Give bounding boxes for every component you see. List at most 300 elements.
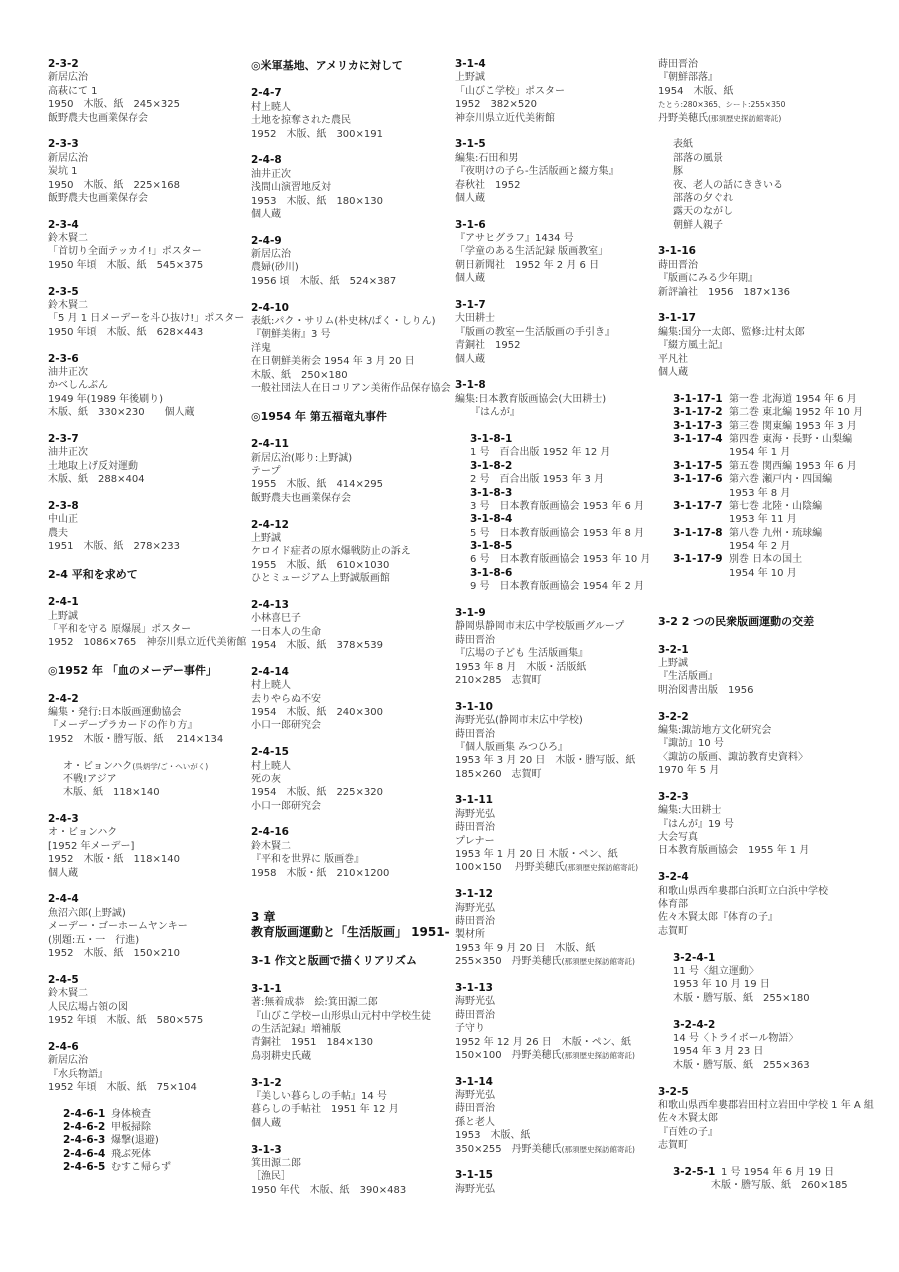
entry-id: 2-3-3	[48, 138, 79, 151]
sub-entry	[673, 553, 858, 566]
entry-id: 3-1-10	[455, 700, 493, 713]
text-line: メーデー・ゴーホームヤンキー	[48, 921, 188, 933]
text-line: 1956 頃 木版、紙 524×387	[251, 275, 397, 287]
sub-entry-text: 第六巻 瀬戸内・四国編	[729, 474, 833, 486]
entry-id: 3-1-2	[251, 1076, 282, 1089]
text-line: 浅間山演習地反対	[251, 182, 331, 194]
text-line: 個人蔵	[48, 867, 78, 879]
catalog-entry	[48, 596, 248, 650]
text-line	[455, 861, 655, 874]
text-line: 上野誠	[251, 532, 281, 544]
sub-entry	[673, 527, 858, 540]
text-line: 『百姓の子』	[658, 1126, 718, 1138]
text-line: 「山びこ学校」ポスター	[455, 85, 565, 97]
sub-entry-text: 2 号 百合出版 1953 年 3 月	[470, 474, 605, 486]
sub-entry-id: 3-1-17-8	[673, 526, 723, 539]
text-line: 大会写真	[658, 832, 698, 844]
entry-id: 2-4-6	[48, 1040, 79, 1053]
text-line: 朝日新聞社 1952 年 2 月 6 日	[455, 259, 600, 271]
text-line: 1952 年頃 木版、紙 580×575	[48, 1014, 204, 1026]
section-heading: 3-2 2 つの民衆版画運動の交差	[658, 615, 815, 629]
catalog-entry	[251, 666, 451, 733]
sub-entry-list	[658, 392, 864, 580]
sub-entry-text: 第二巻 東北編 1952 年 10 月	[729, 407, 864, 419]
text-line: 1954 年 3 月 23 日	[673, 1046, 764, 1058]
text-line: 1954 木版、紙 378×539	[251, 640, 384, 652]
text-line: 編集・発行:日本版画運動協会	[48, 706, 182, 718]
text-line: 部落の風景	[673, 152, 723, 164]
sub-item-list	[658, 138, 858, 232]
text-line: 1958 木版・紙 210×1200	[251, 867, 390, 879]
text-line: 鈴木賢二	[48, 300, 88, 312]
sub-entry-id: 3-1-17-4	[673, 432, 723, 445]
catalog-entry	[658, 312, 858, 379]
sub-entry-text: 6 号 日本教育版画協会 1953 年 10 月	[470, 554, 651, 566]
entry-id: 2-4-1	[48, 596, 79, 609]
text-line: 豚	[673, 166, 683, 178]
text-line	[658, 98, 858, 111]
entry-id: 3-1-9	[455, 607, 486, 620]
catalog-entry	[251, 87, 451, 141]
sub-entry-id: 3-2-5-1	[673, 1165, 716, 1178]
sub-entry-continuation: 木版・謄写版、紙 260×185	[711, 1180, 848, 1192]
sub-entry	[673, 406, 864, 419]
text-line: 蒔田晋治	[455, 1009, 495, 1021]
entry-id: 2-3-4	[48, 218, 79, 231]
text-line: 「5 月 1 日メーデーを斗ひ抜け!」ポスター	[48, 313, 245, 325]
text-line: 11 号〈組立運動〉	[673, 966, 759, 977]
entry-id: 3-1-7	[455, 299, 486, 312]
catalog-entry	[658, 245, 858, 299]
text-line: 『アサヒグラフ』1434 号	[455, 233, 574, 245]
catalog-entry	[48, 1041, 248, 1095]
sub-entry	[673, 433, 858, 446]
catalog-entry	[455, 138, 655, 205]
text-line: 飯野農夫也画業保存会	[48, 192, 148, 204]
text-line: 海野光弘(静岡市末広中学校)	[455, 715, 583, 727]
text-line: 土地取上げ反対運動	[48, 460, 138, 472]
text-line: 一日本人の生命	[251, 626, 321, 638]
text-line: 農婦(砂川)	[251, 262, 299, 274]
sub-entry-id: 3-1-8-6	[470, 566, 513, 579]
text-line: 青銅社 1951 184×130	[251, 1037, 374, 1049]
text-line: 佐々木賢太郎『体育の子』	[658, 912, 778, 924]
text-line: 1949 年(1989 年後刷り)	[48, 393, 164, 405]
text-line: 新居広治	[48, 72, 88, 84]
text-line: 不戦!アジア	[63, 773, 117, 785]
entry-id: 3-1-15	[455, 1169, 493, 1182]
entry-id: 3-1-8	[455, 379, 486, 392]
text-line: 小林喜巳子	[251, 613, 301, 625]
line-note: (那須歴史探訪館寄託)	[564, 863, 639, 873]
sub-entry-text: 第四巻 東海・長野・山梨編	[729, 433, 853, 445]
text-line: 子守り	[455, 1023, 485, 1035]
sub-entry-continuation: 1953 年 8 月	[729, 487, 791, 499]
entry-id: 2-4-7	[251, 87, 282, 100]
sub-entry	[63, 1148, 248, 1161]
text-line: 編集:石田和男	[455, 152, 519, 164]
text-line: 小口一郎研究会	[251, 720, 321, 732]
text-line: 志賀町	[658, 925, 688, 937]
catalog-column-4	[658, 58, 874, 1193]
text-line: 1955 木版、紙 414×295	[251, 479, 384, 491]
sub-entry-continuation: 1953 年 11 月	[729, 514, 797, 526]
text-line: 日本教育版画協会 1955 年 1 月	[658, 845, 810, 857]
text-line: 死の灰	[251, 773, 281, 785]
text-line: 1951 木版、紙 278×233	[48, 541, 181, 553]
text-line: 海野光弘	[455, 996, 495, 1008]
text-line: 海野光弘	[455, 1183, 495, 1195]
sub-entry-text: 甲板掃除	[111, 1122, 151, 1134]
text-line: 1954 木版、紙	[658, 85, 734, 97]
line-note: (那須歴史探訪館寄託)	[561, 1050, 635, 1060]
text-line: 高萩にて 1	[48, 85, 98, 97]
text-line	[455, 1143, 655, 1156]
catalog-entry	[48, 974, 248, 1028]
text-line: 『夜明けの子ら-生活版画と綴方集』	[455, 166, 619, 178]
sub-entry-text: 第三巻 関東編 1953 年 3 月	[729, 420, 857, 432]
entry-id: 2-4-10	[251, 301, 289, 314]
line-main: 100×150 丹野美穂氏	[455, 862, 565, 874]
text-line: 1952 木版、紙 300×191	[251, 128, 384, 140]
text-line: 神奈川県立近代美術館	[455, 112, 555, 124]
text-line: 新居広治	[48, 152, 88, 164]
text-line: 油井正次	[251, 168, 291, 180]
text-line: 1954 木版、紙 240×300	[251, 706, 384, 718]
catalog-entry	[251, 235, 451, 289]
text-line: 蒔田晋治	[455, 728, 495, 740]
text-line: 製材所	[455, 929, 485, 941]
line-note: (那須歴史探訪館寄託)	[561, 1144, 635, 1154]
sub-entry-id: 3-1-17-2	[673, 406, 723, 419]
text-line: 木版、紙 118×140	[63, 787, 160, 799]
text-line: 佐々木賢太郎	[658, 1113, 718, 1125]
catalog-entry	[455, 982, 655, 1062]
text-line: の生活記録』増補版	[251, 1024, 341, 1035]
catalog-entry	[455, 379, 655, 419]
sub-entry-id: 2-4-6-2	[63, 1121, 106, 1134]
catalog-entry	[251, 1144, 451, 1198]
text-line	[455, 955, 655, 968]
text-line: 『平和を世界に 版画巻』	[251, 854, 365, 866]
catalog-entry	[48, 286, 248, 340]
text-line: 1953 年 8 月 木版・活版紙	[455, 661, 587, 673]
text-line: 1954 木版、紙 225×320	[251, 787, 384, 799]
sub-entry-list	[48, 1108, 248, 1175]
sub-entry-id: 3-1-17-3	[673, 419, 723, 432]
text-line: 1953 年 10 月 19 日	[673, 979, 770, 991]
text-line: 鳥羽耕史氏蔵	[251, 1050, 311, 1062]
sub-entry-id: 3-1-17-9	[673, 553, 723, 566]
line-main: オ・ビョンハク	[63, 760, 133, 772]
text-line: 1952 年 12 月 26 日 木版・ペン、紙	[455, 1036, 631, 1048]
text-line: 去りやらぬ不安	[251, 693, 321, 705]
text-line: 14 号〈トライボール物語〉	[673, 1032, 799, 1044]
entry-id: 2-4-9	[251, 234, 282, 247]
text-line: 洋鬼	[251, 342, 271, 354]
text-line: 1952 木版・謄写版、紙 214×134	[48, 733, 224, 745]
sub-entry-text: 第七巻 北陸・山陰編	[729, 500, 823, 512]
entry-id: 2-3-6	[48, 352, 79, 365]
text-line: 朝鮮人親子	[673, 219, 723, 231]
text-line: 1952 1086×765 神奈川県立近代美術館	[48, 637, 247, 649]
text-line: 編集:大田耕士	[658, 805, 722, 817]
text-line: ［漁民］	[251, 1171, 291, 1183]
entry-id: 2-4-13	[251, 598, 289, 611]
text-line: 和歌山県西牟婁郡岩田村立岩田中学校 1 年 A 組	[658, 1099, 874, 1111]
catalog-entry	[48, 58, 248, 125]
text-line: 個人蔵	[251, 1117, 281, 1129]
text-line: 1952 年頃 木版、紙 75×104	[48, 1081, 197, 1093]
text-line: 1950 木版、紙 245×325	[48, 99, 181, 111]
sub-entry	[673, 420, 858, 433]
section-heading: 2-4 平和を求めて	[48, 567, 138, 581]
text-line: 表紙	[673, 139, 693, 151]
sub-entry-id: 3-1-17-7	[673, 499, 723, 512]
entry-id: 3-1-1	[251, 982, 282, 995]
catalog-entry	[48, 138, 248, 205]
sub-entry	[63, 1121, 248, 1134]
text-line: 「学童のある生活記録 版画教室」	[455, 246, 609, 258]
sub-entry-text: 第五巻 関西編 1953 年 6 月	[729, 460, 857, 472]
text-line: 木版、紙 288×404	[48, 474, 145, 486]
text-line: 個人蔵	[455, 192, 485, 204]
catalog-entry	[658, 711, 858, 778]
text-line: 『個人版画集 みつひろ』	[455, 741, 568, 753]
catalog-entry	[251, 1077, 451, 1131]
catalog-entry	[48, 813, 248, 880]
text-line: 1953 年 1 月 20 日 木版・ペン、紙	[455, 849, 618, 861]
sub-entry-text: 飛ぶ死体	[111, 1148, 151, 1160]
catalog-entry	[251, 154, 451, 221]
catalog-entry	[455, 219, 655, 286]
text-line: 1952 木版・紙 118×140	[48, 854, 181, 866]
sub-entry-text: 9 号 日本教育版画協会 1954 年 2 月	[470, 581, 645, 593]
section-heading: ◎1954 年 第五福竜丸事件	[251, 409, 387, 423]
text-line: 油井正次	[48, 366, 88, 378]
text-line: [1952 年メーデー]	[48, 840, 135, 852]
chapter-title-line: 教育版画運動と「生活版画」 1951-	[251, 925, 450, 940]
text-line: 飯野農夫也画業保存会	[48, 112, 148, 124]
catalog-entry	[455, 299, 655, 366]
text-line: 1953 木版、紙 180×130	[251, 195, 384, 207]
text-line: 「平和を守る 原爆展」ポスター	[48, 624, 192, 636]
catalog-entry	[658, 644, 858, 698]
line-note: (呉炳学/ご・へいがく)	[132, 761, 209, 771]
catalog-entry	[251, 983, 451, 1063]
sub-entry-id: 2-4-6-3	[63, 1134, 106, 1147]
entry-id: 2-3-7	[48, 432, 79, 445]
catalog-entry	[658, 1085, 874, 1153]
text-line: 〈諏訪の版画、諏訪教育史資料〉	[658, 751, 808, 763]
text-line: オ・ビョンハク	[48, 827, 118, 839]
sub-entry	[63, 1134, 248, 1147]
entry-id: 2-4-12	[251, 518, 289, 531]
text-line: 上野誠	[658, 658, 688, 670]
text-line: 大田耕士	[455, 313, 495, 325]
text-line: 木版・謄写版、紙 255×180	[673, 992, 810, 1004]
entry-id: 2-4-8	[251, 154, 282, 167]
sub-entry-text: 1 号 1954 年 6 月 19 日	[721, 1166, 835, 1178]
entry-id: 2-3-5	[48, 285, 79, 298]
text-line: ひとミュージアム上野誠版画館	[251, 573, 390, 585]
text-line: 明治図書出版 1956	[658, 684, 754, 696]
entry-id: 3-1-4	[455, 58, 486, 70]
sub-entry-id: 2-4-6-1	[63, 1107, 106, 1120]
text-line: 個人蔵	[455, 353, 485, 365]
text-line: 『メーデープラカードの作り方』	[48, 720, 198, 732]
sub-entry-continuation: 1954 年 10 月	[729, 567, 797, 579]
text-line: 村上暁人	[251, 760, 291, 772]
catalog-entry	[48, 693, 248, 747]
text-line: プレナー	[455, 835, 495, 847]
catalog-entry	[455, 1076, 655, 1156]
catalog-column-1	[48, 58, 248, 1175]
section-heading: ◎1952 年 「血のメーデー事件」	[48, 664, 217, 678]
sub-entry-text: 第八巻 九州・琉球編	[729, 527, 823, 539]
text-line: 『版画にみる少年期』	[658, 273, 758, 285]
sub-entry-id: 3-1-17-5	[673, 459, 723, 472]
text-line: 『綴方風土記』	[658, 340, 728, 352]
catalog-entry	[455, 1169, 655, 1196]
text-line: 著:無着成恭 絵:箕田源二郎	[251, 997, 378, 1009]
catalog-entry	[658, 58, 858, 125]
entry-id: 3-1-16	[658, 245, 696, 258]
text-line: (別題:五・一 行進)	[48, 934, 140, 946]
catalog-entry	[251, 302, 451, 396]
sub-entry-id: 3-1-8-1	[470, 432, 513, 445]
text-line: 1952 382×520	[455, 99, 538, 111]
text-line: 木版、紙 330×230 個人蔵	[48, 407, 195, 419]
text-line: 1953 年 9 月 20 日 木版、紙	[455, 942, 596, 954]
sub-entry-text: 3 号 日本教育版画協会 1953 年 6 月	[470, 500, 645, 512]
text-line: 『朝鮮部落』	[658, 72, 718, 84]
line-note: (那須歴史探訪館寄託)	[561, 957, 635, 967]
line-main: 150×100 丹野美穂氏	[455, 1049, 562, 1061]
catalog-entry	[455, 701, 655, 781]
text-line: 油井正次	[48, 447, 88, 459]
text-line	[658, 112, 858, 125]
text-line: 鈴木賢二	[48, 988, 88, 1000]
text-line: 魚沼六郎(上野誠)	[48, 907, 126, 919]
catalog-column-2	[251, 58, 451, 1197]
text-line	[455, 1049, 655, 1062]
text-line: 炭坑 1	[48, 166, 78, 178]
text-line: 個人蔵	[455, 273, 485, 285]
catalog-entry	[48, 893, 248, 960]
sub-entry-id: 3-1-8-2	[470, 459, 513, 472]
entry-id: 3-2-2	[658, 710, 689, 723]
text-line: 蒔田晋治	[455, 634, 495, 646]
entry-id: 3-2-1	[658, 643, 689, 656]
text-line: 1950 年頃 木版、紙 545×375	[48, 259, 204, 271]
text-line: 春秋社 1952	[455, 179, 521, 191]
sub-entry	[673, 393, 858, 406]
text-line: 編集:諏訪地方文化研究会	[658, 724, 772, 736]
text-line: 青銅社 1952	[455, 340, 521, 352]
sub-entry	[673, 473, 858, 486]
entry-id: 2-3-8	[48, 499, 79, 512]
sub-entry-continuation: 1954 年 1 月	[729, 447, 791, 459]
text-line: 蒔田晋治	[455, 822, 495, 834]
text-line: 表紙:パク・サリム(朴史林/ぱく・しりん)	[251, 316, 436, 328]
sub-entry	[673, 460, 858, 473]
entry-id: 2-3-2	[48, 58, 79, 70]
catalog-entry	[48, 353, 248, 420]
text-line: 『朝鮮美術』3 号	[251, 329, 331, 341]
entry-id: 2-4-16	[251, 826, 289, 839]
catalog-entry	[48, 500, 248, 554]
entry-id: 2-4-5	[48, 973, 79, 986]
text-line: 『広場の子ども 生活版画集』	[455, 648, 589, 660]
text-line: 体育部	[658, 899, 688, 911]
sub-entry	[63, 1161, 248, 1174]
line-note: たとう:280×365、シート:255×350	[658, 100, 786, 110]
text-line: 個人蔵	[251, 208, 281, 220]
entry-id: 3-1-11	[455, 794, 493, 807]
catalog-entry	[455, 607, 655, 687]
text-line: 露天のながし	[673, 206, 733, 218]
text-line: 小口一郎研究会	[251, 800, 321, 812]
text-line: 個人蔵	[658, 366, 688, 378]
text-line: 『山びこ学校ー山形県山元村中学校生徒	[251, 1010, 431, 1022]
text-line: 平凡社	[658, 353, 688, 365]
catalog-entry	[251, 746, 451, 813]
text-line: 「首切り全面テッカイ!」ポスター	[48, 246, 202, 258]
entry-id: 3-2-3	[658, 790, 689, 803]
text-line: 村上暁人	[251, 680, 291, 692]
catalog-entry	[658, 952, 858, 1006]
text-line: 木版・謄写版、紙 255×363	[673, 1059, 810, 1071]
entry-id: 2-4-11	[251, 438, 289, 451]
text-line: 蒔田晋治	[455, 1103, 495, 1115]
text-line: 編集:国分一太郎、監修:辻村太郎	[658, 326, 805, 338]
text-line: 中山正	[48, 514, 78, 526]
sub-entry-text: 爆撃(退避)	[111, 1135, 159, 1147]
text-line: 上野誠	[48, 610, 78, 622]
text-line: 上野誠	[455, 72, 485, 84]
text-line: 一般社団法人在日コリアン美術作品保存協会	[251, 382, 451, 394]
catalog-entry	[48, 219, 248, 273]
sub-entry-id: 3-1-17-1	[673, 392, 723, 405]
text-line: 『生活版画』	[658, 671, 718, 683]
catalog-entry	[658, 791, 858, 858]
sub-entry-continuation: 1954 年 2 月	[729, 541, 791, 553]
entry-id: 2-4-2	[48, 692, 79, 705]
text-line: 新居広治	[48, 1055, 88, 1067]
text-line: 210×285 志賀町	[455, 674, 542, 686]
sub-entry-id: 3-1-8-5	[470, 540, 513, 553]
text-line: 土地を掠奪された農民	[251, 115, 351, 127]
text-line: 蒔田晋治	[658, 259, 698, 271]
sub-entry-id: 3-1-8-4	[470, 513, 513, 526]
entry-id: 3-1-3	[251, 1143, 282, 1156]
text-line: 『版画の教室ー生活版画の手引き』	[455, 326, 615, 338]
line-note: (那須歴史探訪館寄託)	[708, 113, 782, 123]
sub-entry	[673, 500, 858, 513]
catalog-entry	[455, 794, 655, 874]
text-line: 飯野農夫也画業保存会	[251, 492, 351, 504]
text-line: 箕田源二郎	[251, 1157, 301, 1169]
text-line	[63, 760, 248, 773]
text-line: 『美しい暮らしの手帖』14 号	[251, 1090, 387, 1102]
text-line: 新居広治(彫り:上野誠)	[251, 452, 353, 464]
sub-entry	[673, 1166, 858, 1179]
sub-entry-id: 2-4-6-5	[63, 1161, 106, 1174]
sub-entry-id: 2-4-6-4	[63, 1147, 106, 1160]
sub-item-list	[48, 760, 248, 800]
text-line: 『はんが』	[455, 407, 520, 419]
